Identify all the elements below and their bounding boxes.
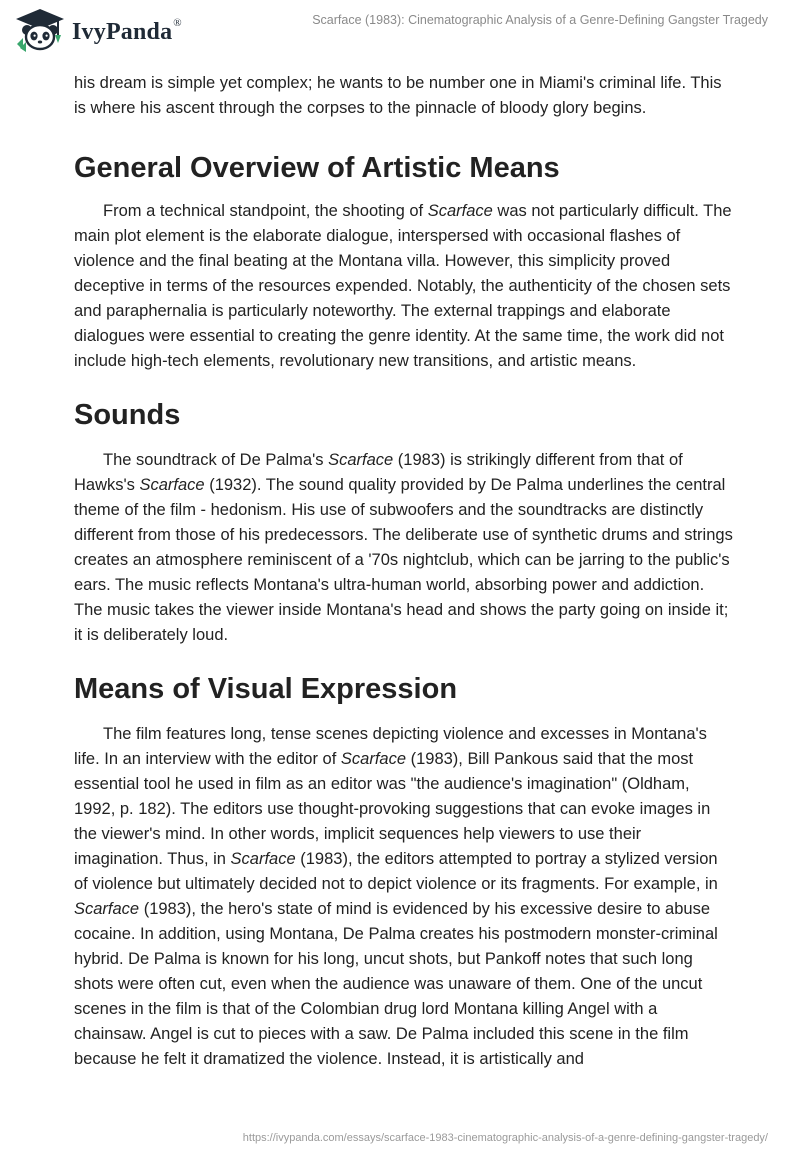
film-title-italic: Scarface (340, 750, 407, 768)
paragraph-sounds: The soundtrack of De Palma's Scarface (1983) is strikingly different from that of Hawks's Scarface (1932). The sound quality provided by De Palma underlines the central theme of the film - hedonism. His use of subwoofers and the soundtracks are distinctly different from those of his predecessors. The deliberate use of synthetic drums and strings creates an atmosphere reminiscent of a '70s nightclub, which can be jarring to the public's ears. The music reflects Montana's ultra-human world, absorbing power and addiction. The music takes the viewer inside Montana's head and shows the party going on inside it; it is deliberately loud. (74, 451, 733, 644)
document-title: Scarface (1983): Cinematographic Analysis of a Genre-Defining Gangster Tragedy (312, 13, 768, 27)
section-heading-sounds: Sounds (74, 399, 181, 431)
page-header (0, 0, 800, 70)
panda-graduate-icon (14, 8, 66, 52)
paragraph-visual-expression: The film features long, tense scenes depicting violence and excesses in Montana's life. In an interview with the editor of Scarface (1983), Bill Pankous said that the most essential tool he used in film as an editor was "the audience's imagination" (Oldham, 1992, p. 182). The editors use thought-provoking suggestions that can evoke images in the viewer's mind. In other words, implicit sequences help viewers to use their imagination. Thus, in Scarface (1983), the editors attempted to portray a stylized version of violence but ultimately decided not to depict violence or its fragments. For example, in Scarface (1983), the hero's state of mind is evidenced by his excessive desire to abuse cocaine. In addition, using Montana, De Palma creates his postmodern monster-criminal hybrid. De Palma is known for his long, uncut shots, but Pankoff notes that such long shots were often cut, even when the audience was unaware of them. One of the uncut scenes in the film is that of the Colombian drug lord Montana killing Angel with a chainsaw. Angel is cut to pieces with a saw. De Palma included this scene in the film because he felt it dramatized the violence. Instead, it is artistically and (74, 725, 718, 1068)
film-title-italic: Scarface (427, 202, 493, 220)
film-title-italic: Scarface (328, 451, 394, 469)
paragraph-artistic-means: From a technical standpoint, the shooting of Scarface was not particularly difficult. The main plot element is the elaborate dialogue, interspersed with occasional flashes of violence and the final beating at the Montana villa. However, this simplicity proved deceptive in terms of the resources expended. Notably, the authenticity of the chosen sets and paraphernalia is particularly noteworthy. The external trappings and elaborate dialogues were essential to creating the genre identity. At the same time, the work did not include high-tech elements, revolutionary new transitions, and artistic means. (74, 202, 732, 370)
ivypanda-logo[interactable] (14, 8, 182, 52)
brand-name: IvyPanda® (72, 16, 182, 45)
essay-content (74, 71, 734, 1072)
intro-paragraph: his dream is simple yet complex; he wants to be number one in Miami's criminal life. This is where his ascent through the corpses to the pinnacle of bloody glory begins. (74, 74, 722, 117)
film-title-italic: Scarface (230, 850, 296, 868)
section-heading-artistic-means: General Overview of Artistic Means (74, 152, 560, 184)
source-url-link[interactable]: https://ivypanda.com/essays/scarface-1983-cinematographic-analysis-of-a-genre-defining-gangster-tragedy/ (242, 1132, 768, 1144)
film-title-italic: Scarface (139, 476, 205, 494)
registered-mark: ® (173, 16, 182, 29)
section-heading-visual-expression: Means of Visual Expression (74, 673, 458, 705)
film-title-italic: Scarface (74, 900, 140, 918)
